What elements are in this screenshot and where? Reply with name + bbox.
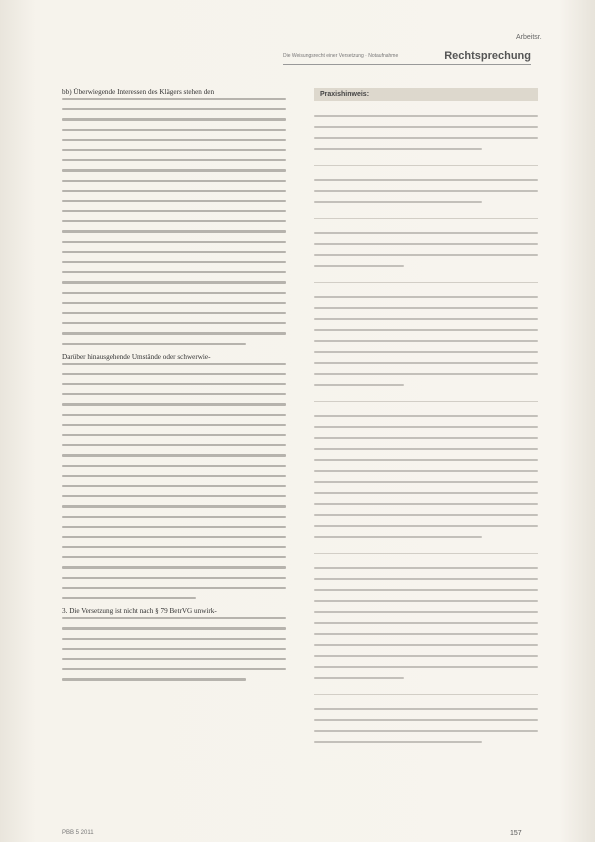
text-line	[62, 414, 286, 416]
text-line	[314, 622, 538, 624]
text-line	[314, 536, 482, 538]
text-line	[314, 318, 538, 320]
text-line	[314, 730, 538, 732]
text-line	[314, 201, 482, 203]
text-line	[314, 373, 538, 375]
text-line	[62, 169, 286, 171]
note-paragraph	[314, 296, 538, 402]
text-line	[314, 329, 538, 331]
text-line	[314, 655, 538, 657]
text-line	[314, 644, 538, 646]
text-line	[314, 633, 538, 635]
text-line	[62, 180, 286, 182]
text-line	[314, 426, 538, 428]
text-line	[62, 149, 286, 151]
text-line	[62, 230, 286, 232]
text-line	[62, 505, 286, 507]
text-line	[314, 741, 482, 743]
note-paragraph	[314, 115, 538, 166]
text-line	[314, 459, 538, 461]
practice-note-heading: Praxishinweis:	[314, 88, 538, 101]
text-line	[62, 108, 286, 110]
page-number: 157	[510, 830, 522, 837]
text-line	[314, 232, 538, 234]
text-line	[62, 98, 286, 100]
text-line	[62, 495, 286, 497]
text-line	[314, 719, 538, 721]
text-line	[314, 514, 538, 516]
rubric-title: Rechtsprechung	[444, 50, 531, 62]
text-line	[314, 351, 538, 353]
text-line	[62, 454, 286, 456]
text-line	[314, 666, 538, 668]
text-line	[62, 403, 286, 405]
text-line	[314, 384, 404, 386]
text-line	[62, 363, 286, 365]
paragraph-darueber	[62, 353, 286, 600]
paragraph-lead: bb) Überwiegende Interessen des Klägers stehen den	[62, 88, 215, 96]
text-line	[62, 424, 286, 426]
text-line	[62, 536, 286, 538]
text-line	[62, 190, 286, 192]
text-line	[62, 566, 286, 568]
text-line	[314, 362, 538, 364]
note-paragraph	[314, 708, 538, 758]
paragraph-3	[62, 607, 286, 680]
text-line	[314, 148, 482, 150]
journal-footer: PBB 5 2011	[62, 830, 94, 836]
text-line	[314, 307, 538, 309]
text-line	[62, 281, 286, 283]
text-line	[314, 448, 538, 450]
text-line	[62, 118, 286, 120]
text-line	[314, 415, 538, 417]
text-line	[62, 159, 286, 161]
text-line	[314, 600, 538, 602]
text-line	[62, 343, 246, 345]
text-line	[62, 668, 286, 670]
text-line	[314, 567, 538, 569]
text-line	[314, 481, 538, 483]
text-line	[314, 470, 538, 472]
left-column	[62, 88, 286, 689]
text-line	[314, 611, 538, 613]
text-line	[62, 332, 286, 334]
text-line	[62, 577, 286, 579]
text-line	[62, 139, 286, 141]
section-label: Arbeitsr.	[516, 34, 542, 41]
text-line	[62, 597, 196, 599]
text-line	[62, 526, 286, 528]
text-line	[62, 678, 246, 680]
paragraph-lead: Darüber hinausgehende Umstände oder schwerwie-	[62, 352, 211, 361]
text-line	[62, 210, 286, 212]
text-line	[62, 251, 286, 253]
text-line	[62, 322, 286, 324]
text-line	[314, 677, 404, 679]
text-line	[314, 340, 538, 342]
page-header	[283, 50, 531, 65]
text-line	[62, 373, 286, 375]
text-line	[62, 292, 286, 294]
paragraph-bb	[62, 88, 286, 345]
text-line	[314, 254, 538, 256]
text-line	[314, 492, 538, 494]
text-line	[62, 638, 286, 640]
running-head: Die Weisungsrecht einer Versetzung · Notaufnahme	[283, 53, 399, 59]
text-line	[62, 271, 286, 273]
text-line	[62, 444, 286, 446]
text-line	[62, 465, 286, 467]
text-line	[62, 383, 286, 385]
text-line	[314, 126, 538, 128]
note-paragraph	[314, 179, 538, 219]
text-line	[62, 485, 286, 487]
note-paragraph	[314, 415, 538, 554]
text-line	[314, 589, 538, 591]
text-line	[62, 200, 286, 202]
text-line	[62, 475, 286, 477]
text-line	[62, 587, 286, 589]
text-line	[62, 241, 286, 243]
text-line	[62, 546, 286, 548]
text-line	[314, 137, 538, 139]
text-line	[62, 129, 286, 131]
text-line	[62, 556, 286, 558]
text-line	[62, 617, 286, 619]
note-paragraph	[314, 232, 538, 283]
text-line	[62, 658, 286, 660]
text-line	[62, 516, 286, 518]
text-line	[62, 302, 286, 304]
text-line	[314, 578, 538, 580]
text-line	[62, 627, 286, 629]
right-column	[314, 88, 538, 771]
text-line	[62, 312, 286, 314]
text-line	[314, 437, 538, 439]
text-line	[314, 708, 538, 710]
text-line	[314, 179, 538, 181]
text-line	[314, 296, 538, 298]
text-line	[62, 434, 286, 436]
text-line	[314, 525, 538, 527]
text-line	[314, 243, 538, 245]
text-line	[62, 393, 286, 395]
text-line	[62, 648, 286, 650]
text-line	[314, 190, 538, 192]
paragraph-lead: 3. Die Versetzung ist nicht nach § 79 BetrVG unwirk-	[62, 607, 217, 616]
text-line	[62, 220, 286, 222]
text-line	[62, 261, 286, 263]
text-line	[314, 503, 538, 505]
text-line	[314, 265, 404, 267]
text-line	[314, 115, 538, 117]
note-paragraph	[314, 567, 538, 695]
